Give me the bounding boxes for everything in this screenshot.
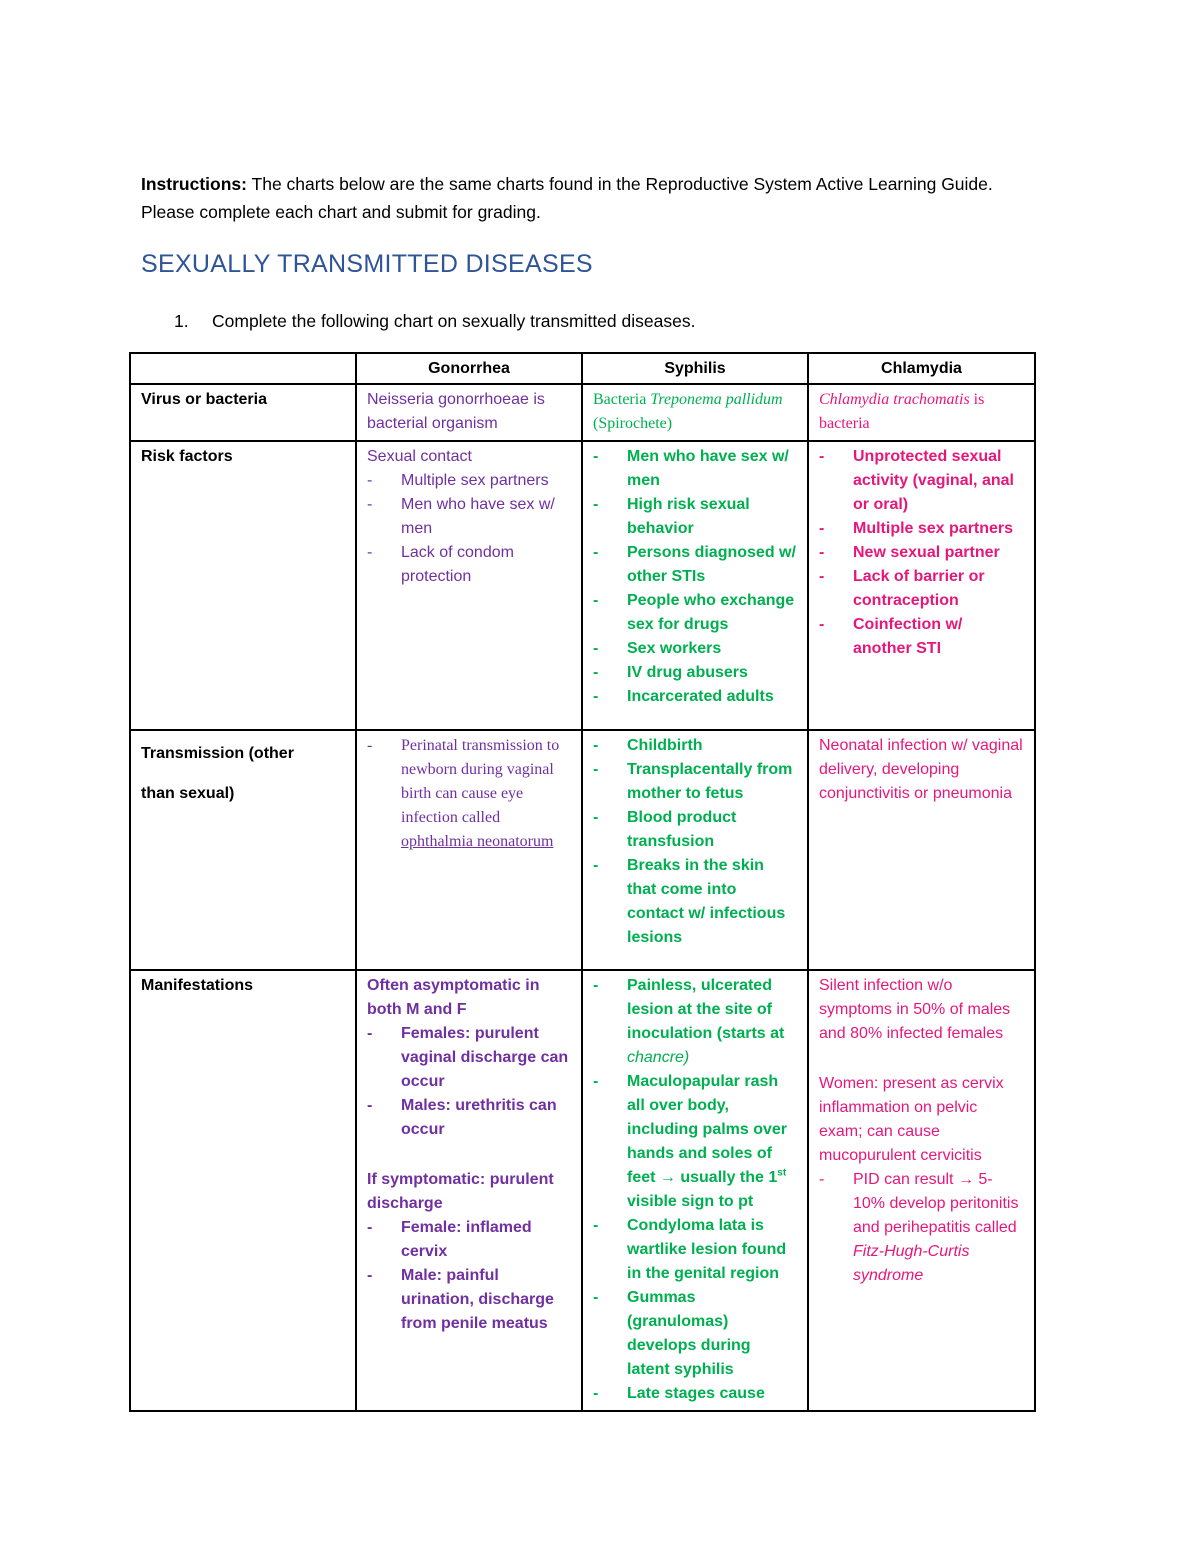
list-item: - Transplacentally from mother to fetus <box>593 758 797 806</box>
list-item: - IV drug abusers <box>593 661 797 685</box>
cell-syphilis-risk <box>582 441 808 730</box>
list-item: - Females: purulent vaginal discharge can occur <box>367 1022 571 1094</box>
list-item: - Unprotected sexual activity (vaginal, anal or oral) <box>819 445 1024 517</box>
syphilis-virus-suffix: (Spirochete) <box>593 415 673 432</box>
chlamydia-manifest-p2: Women: present as cervix inflammation on pelvic exam; can cause mucopurulent cervicitis <box>819 1075 1004 1164</box>
syphilis-transmission-list <box>593 734 797 950</box>
list-item: - Incarcerated adults <box>593 685 797 709</box>
cell-gonorrhea-manifestations <box>356 970 582 1411</box>
spacer <box>367 1142 571 1168</box>
row-label-risk: Risk factors <box>130 441 356 730</box>
chlamydia-virus-organism: Chlamydia trachomatis <box>819 391 970 408</box>
list-item <box>593 1070 797 1214</box>
instructions-label: Instructions: <box>141 174 247 194</box>
syphilis-manifest-2-end: visible sign to pt <box>627 1193 754 1210</box>
list-item: - Men who have sex w/ men <box>593 445 797 493</box>
gonorrhea-transmission-list <box>367 734 571 854</box>
cell-syphilis-virus <box>582 384 808 441</box>
header-empty <box>130 353 356 384</box>
arrow-icon: → <box>659 1169 676 1186</box>
list-item: - Coinfection w/ another STI <box>819 613 1024 661</box>
table-row <box>130 441 1035 730</box>
list-item: - Multiple sex partners <box>367 469 571 493</box>
gonorrhea-risk-intro: Sexual contact <box>367 448 472 465</box>
gonorrhea-manifest-intro2: If symptomatic: purulent discharge <box>367 1171 554 1212</box>
table-row <box>130 730 1035 970</box>
table-row <box>130 970 1035 1411</box>
arrow-icon: → <box>957 1171 974 1188</box>
cell-chlamydia-virus <box>808 384 1035 441</box>
list-item: - Male: painful urination, discharge from penile meatus <box>367 1264 571 1336</box>
syphilis-virus-organism: Treponema pallidum <box>650 391 783 408</box>
gonorrhea-manifest-list <box>367 1022 571 1142</box>
cell-gonorrhea-risk <box>356 441 582 730</box>
chlamydia-manifest-list <box>819 1168 1024 1288</box>
chlamydia-manifest-item-text: PID can result <box>853 1171 958 1188</box>
table-row <box>130 384 1035 441</box>
syphilis-manifest-2-tail: usually the 1 <box>675 1169 778 1186</box>
list-item: - Breaks in the skin that come into contact w/ infectious lesions <box>593 854 797 950</box>
chlamydia-manifest-item-italic: Fitz-Hugh-Curtis syndrome <box>853 1243 970 1284</box>
transmission-label-line2: than sexual) <box>141 785 235 802</box>
header-chlamydia: Chlamydia <box>808 353 1035 384</box>
syphilis-virus-prefix: Bacteria <box>593 391 651 408</box>
cell-syphilis-transmission <box>582 730 808 970</box>
spacer <box>819 1046 1024 1072</box>
syphilis-manifest-list <box>593 974 797 1406</box>
list-item: - Males: urethritis can occur <box>367 1094 571 1142</box>
syphilis-manifest-2-sup: st <box>777 1167 787 1179</box>
gonorrhea-transmission-text: Perinatal transmission to newborn during vaginal birth can cause eye infection called <box>401 737 560 826</box>
list-item: - Persons diagnosed w/ other STIs <box>593 541 797 589</box>
syphilis-manifest-1-text: Painless, ulcerated lesion at the site of inoculation (starts at <box>627 977 785 1042</box>
list-item: - People who exchange sex for drugs <box>593 589 797 637</box>
list-item <box>367 734 571 854</box>
row-label-virus: Virus or bacteria <box>130 384 356 441</box>
table-header-row <box>130 353 1035 384</box>
gonorrhea-risk-list <box>367 469 571 589</box>
syphilis-manifest-1-italic: chancre) <box>627 1049 690 1066</box>
cell-syphilis-manifestations <box>582 970 808 1411</box>
cell-gonorrhea-virus: Neisseria gonorrhoeae is bacterial organism <box>356 384 582 441</box>
sti-chart-table <box>129 352 1036 1412</box>
question-1 <box>174 311 695 332</box>
cell-chlamydia-transmission: Neonatal infection w/ vaginal delivery, developing conjunctivitis or pneumonia <box>808 730 1035 970</box>
question-text: Complete the following chart on sexually transmitted diseases. <box>212 311 696 331</box>
list-item: - Lack of barrier or contraception <box>819 565 1024 613</box>
chlamydia-manifest-p1: Silent infection w/o symptoms in 50% of males and 80% infected females <box>819 977 1011 1042</box>
gonorrhea-manifest-list2 <box>367 1216 571 1336</box>
list-item: - Men who have sex w/ men <box>367 493 571 541</box>
chlamydia-risk-list <box>819 445 1024 661</box>
list-item: - Multiple sex partners <box>819 517 1024 541</box>
question-number: 1. <box>174 311 189 331</box>
cell-gonorrhea-transmission <box>356 730 582 970</box>
syphilis-risk-list <box>593 445 797 709</box>
list-item: - Condyloma lata is wartlike lesion found in the genital region <box>593 1214 797 1286</box>
list-item: - High risk sexual behavior <box>593 493 797 541</box>
header-syphilis: Syphilis <box>582 353 808 384</box>
syphilis-manifest-2-text: Maculopapular rash all over body, including palms over hands and soles of feet <box>627 1073 788 1186</box>
list-item: - Female: inflamed cervix <box>367 1216 571 1264</box>
cell-chlamydia-manifestations <box>808 970 1035 1411</box>
list-item <box>593 974 797 1070</box>
list-item: - Gummas (granulomas) develops during latent syphilis <box>593 1286 797 1382</box>
list-item: - Sex workers <box>593 637 797 661</box>
list-item <box>819 1168 1024 1288</box>
gonorrhea-manifest-intro: Often asymptomatic in both M and F <box>367 977 540 1018</box>
list-item: - Blood product transfusion <box>593 806 797 854</box>
list-item: - Lack of condom protection <box>367 541 571 589</box>
list-item: - Childbirth <box>593 734 797 758</box>
gonorrhea-transmission-term: ophthalmia neonatorum <box>401 833 554 850</box>
row-label-transmission <box>130 730 356 970</box>
list-item: - New sexual partner <box>819 541 1024 565</box>
list-item: - Late stages cause <box>593 1382 797 1406</box>
cell-chlamydia-risk <box>808 441 1035 730</box>
chlamydia-virus-suffix: is bacteria <box>819 391 985 432</box>
instructions-text: The charts below are the same charts found in the Reproductive System Active Learning Guide. Please complete each chart and submit for grading. <box>141 174 993 222</box>
transmission-label-line1: Transmission (other <box>141 745 294 762</box>
section-heading: SEXUALLY TRANSMITTED DISEASES <box>141 250 593 278</box>
chlamydia-manifest-item-tail: 5-10% develop peritonitis and perihepatitis called <box>853 1171 1019 1236</box>
row-label-manifestations: Manifestations <box>130 970 356 1411</box>
instructions <box>141 170 1041 226</box>
header-gonorrhea: Gonorrhea <box>356 353 582 384</box>
